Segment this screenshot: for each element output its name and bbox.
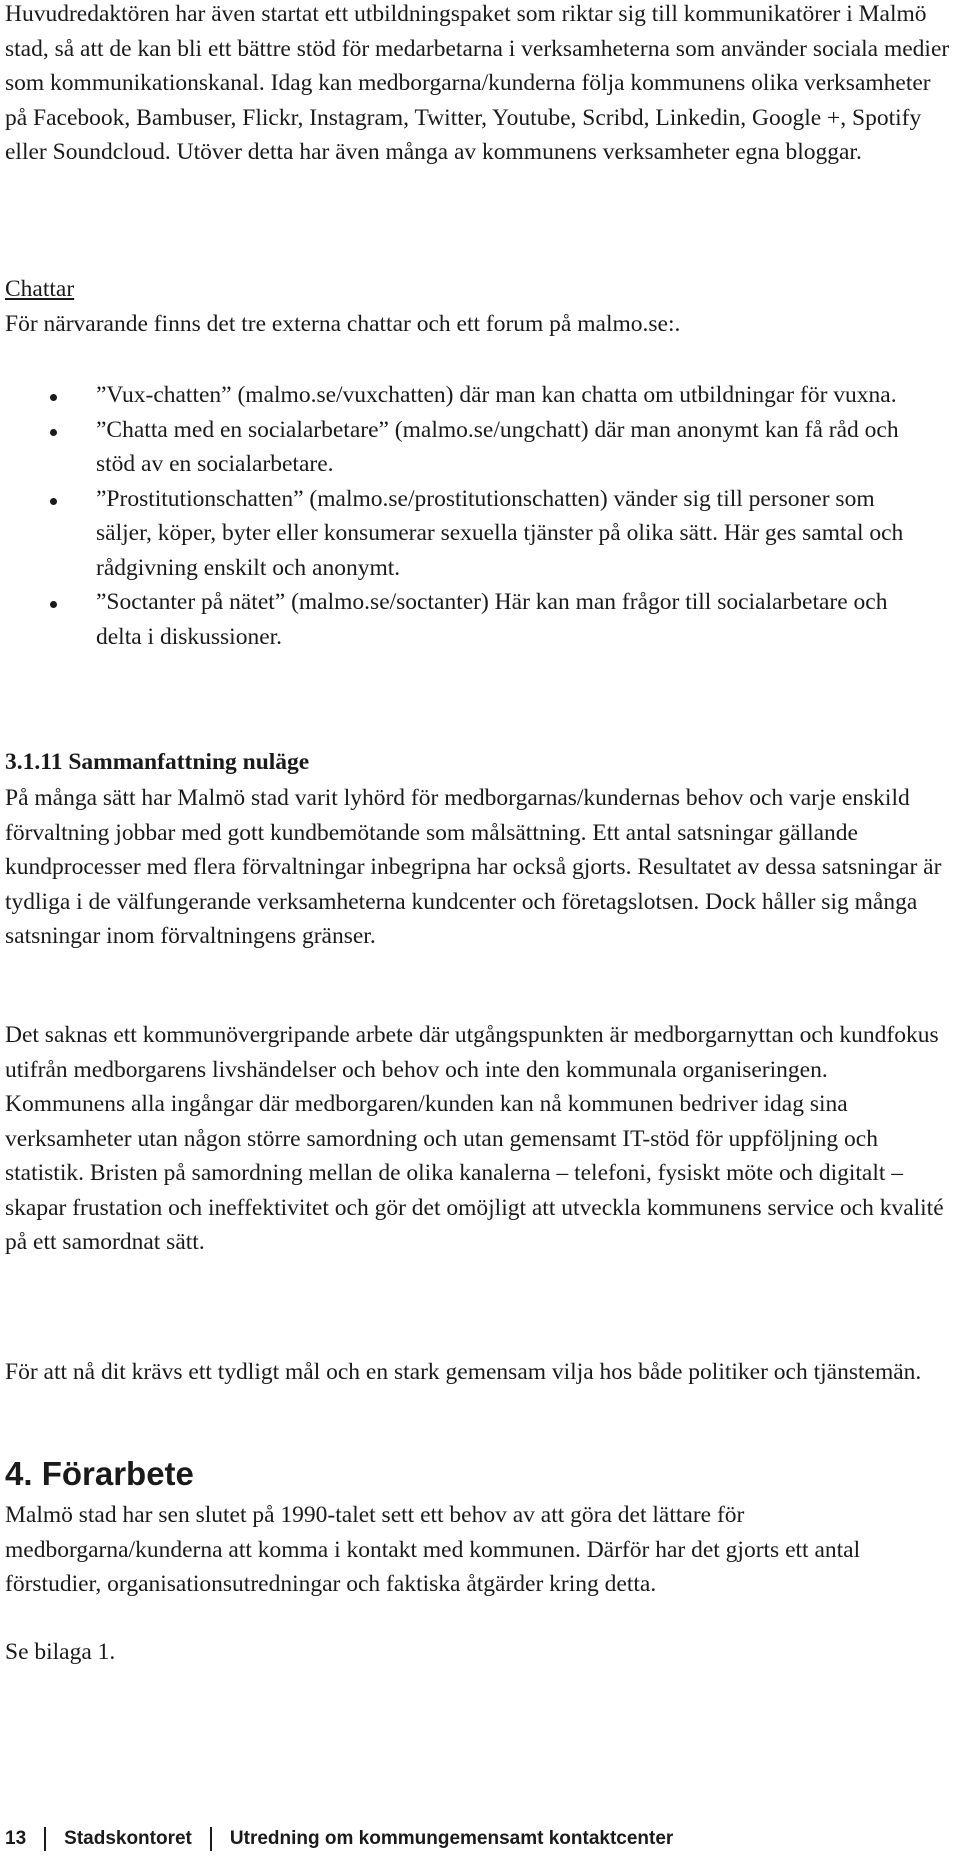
summary-paragraph-3: För att nå dit krävs ett tydligt mål och en stark gemensam vilja hos både politiker och tjänstemän. <box>5 1359 922 1385</box>
chat-list-item <box>0 378 936 413</box>
bullet-icon <box>50 394 57 401</box>
chattar-heading: Chattar <box>5 276 75 302</box>
chat-list-item-text: ”Vux-chatten” (malmo.se/vuxchatten) där man kan chatta om utbildningar för vuxna. <box>96 382 897 408</box>
footer-department: Stadskontoret <box>64 1828 192 1849</box>
bullet-icon <box>50 601 57 608</box>
page-footer <box>5 1826 673 1852</box>
summary-paragraph-2: Det saknas ett kommunövergripande arbete där utgångspunkten är medborgarnyttan och kundfokus utifrån medborgarens livshändelser och behov och inte den kommunala organiseringen. Kommunens alla ingångar där medborgaren/kunden kan nå kommunen bedriver idag sina verksamheter utan någon större samordning och utan gemensamt IT-stöd för uppföljning och statistik. Bristen på samordning mellan de olika kanalerna – telefoni, fysiskt möte och digitalt – skapar frustation och ineffektivitet och gör det omöjligt att utveckla kommunens service och kvalité på ett samordnat sätt. <box>5 1022 944 1255</box>
chat-list-item <box>0 413 936 482</box>
footer-divider <box>44 1827 46 1851</box>
chat-list-item-text: ”Soctanter på nätet” (malmo.se/soctanter) Här kan man frågor till socialarbetare och delta i diskussioner. <box>96 589 888 650</box>
chat-list-item <box>0 482 936 586</box>
forarbete-bilaga: Se bilaga 1. <box>5 1639 116 1665</box>
intro-paragraph: Huvudredaktören har även startat ett utbildningspaket som riktar sig till kommunikatörer i Malmö stad, så att de kan bli ett bättre stöd för medarbetarna i verksamheterna som använder sociala medier som kommunikationskanal. Idag kan medborgarna/kunderna följa kommunens olika verksamheter på Facebook, Bambuser, Flickr, Instagram, Twitter, Youtube, Scribd, Linkedin, Google +, Spotify eller Soundcloud. Utöver detta har även många av kommunens verksamheter egna bloggar. <box>5 1 950 165</box>
bullet-icon <box>50 498 57 505</box>
section-heading-summary: 3.1.11 Sammanfattning nuläge <box>5 749 310 775</box>
forarbete-paragraph: Malmö stad har sen slutet på 1990-talet sett ett behov av att göra det lättare för medborgarna/kunderna att komma i kontakt med kommunen. Därför har det gjorts ett antal förstudier, organisationsutredningar och faktiska åtgärder kring detta. <box>5 1502 861 1597</box>
footer-divider <box>210 1827 212 1851</box>
footer-document-title: Utredning om kommungemensamt kontaktcenter <box>229 1828 674 1849</box>
page-number: 13 <box>5 1828 27 1849</box>
summary-paragraph-1: På många sätt har Malmö stad varit lyhörd för medborgarnas/kundernas behov och varje enskild förvaltning jobbar med gott kundbemötande som målsättning. Ett antal satsningar gällande kundprocesser med flera förvaltningar inbegripna har också gjorts. Resultatet av dessa satsningar är tydliga i de välfungerande verksamheterna kundcenter och företagslotsen. Dock håller sig många satsningar inom förvaltningens gränser. <box>5 785 942 949</box>
chapter-heading-forarbete: 4. Förarbete <box>5 1455 194 1492</box>
chat-list <box>0 378 960 654</box>
chat-list-item-text: ”Prostitutionschatten” (malmo.se/prostitutionschatten) vänder sig till personer som säljer, köper, byter eller konsumerar sexuella tjänster på olika sätt. Här ges samtal och rådgivning enskilt och anonymt. <box>96 485 904 581</box>
chattar-intro: För närvarande finns det tre externa chattar och ett forum på malmo.se:. <box>5 311 681 337</box>
chat-list-item <box>0 585 936 654</box>
chat-list-item-text: ”Chatta med en socialarbetare” (malmo.se/ungchatt) där man anonymt kan få råd och stöd av en socialarbetare. <box>96 416 899 477</box>
bullet-icon <box>50 429 57 436</box>
